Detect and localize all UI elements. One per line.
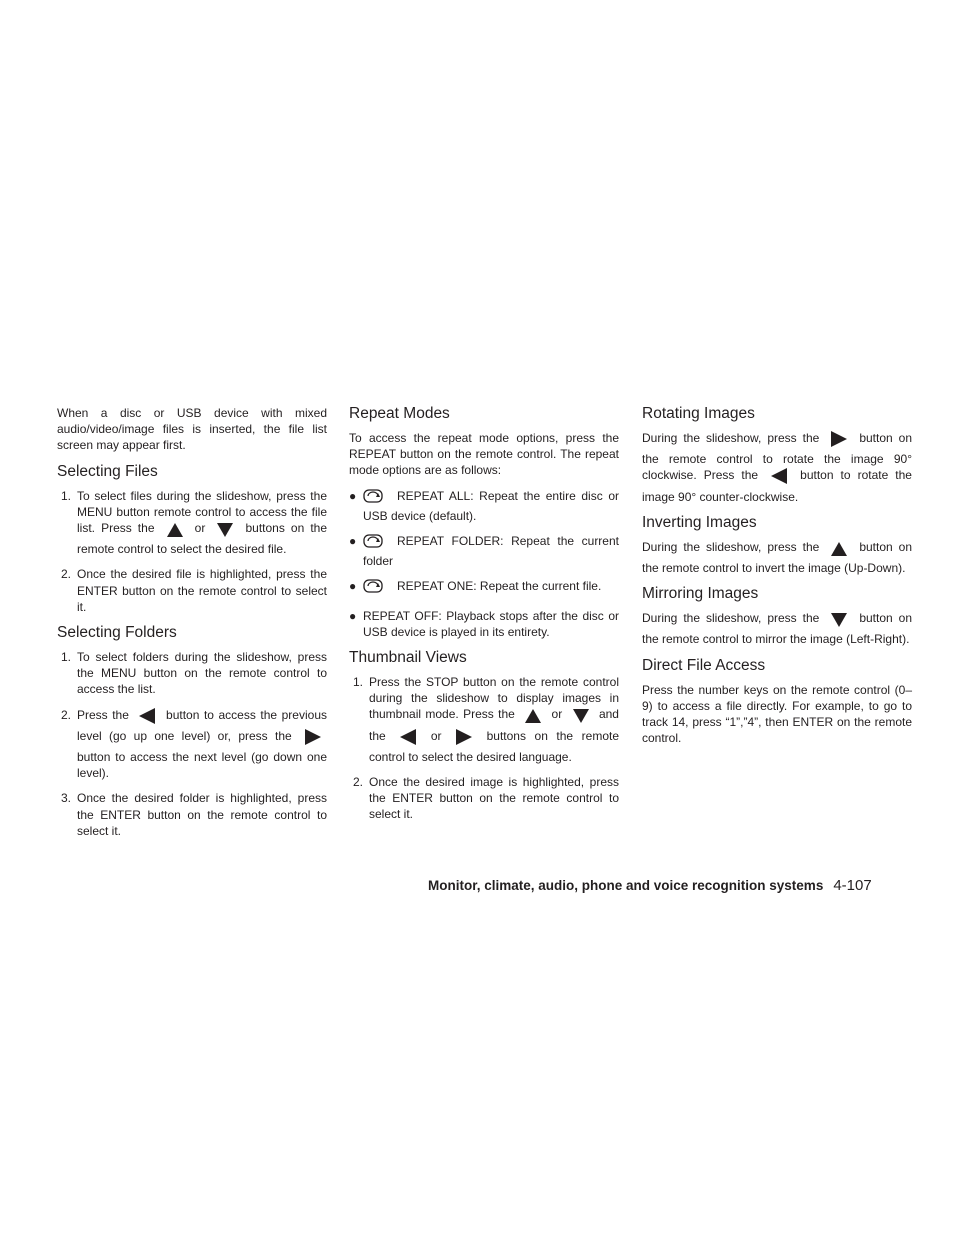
arrow-down-icon [573,709,589,727]
list-item: 1. To select folders during the slideshow, press the MENU button on the remote control to access the list. [61,650,327,697]
page-footer [428,877,928,895]
list-item: 2. Press the button to access the previous level (go up one level) or, press the button to access the next level (go down one level). [61,707,327,781]
intro-paragraph: When a disc or USB device with mixed audio/video/image files is inserted, the file list screen may appear first. [57,406,327,453]
direct-paragraph: Press the number keys on the remote control (0–9) to access a file directly. For example, to go to track 14, press “1”,”4”, then ENTER on the remote control. [642,682,912,746]
heading-rotating-images: Rotating Images [642,405,755,422]
rotating-paragraph: During the slideshow, press the button on the remote control to rotate the image 90° clockwise. Press the button to rotate the image 90° counter-clockwise. [642,431,913,504]
list-item: ● REPEAT OFF: Playback stops after the disc or USB device is played in its entirety. [349,608,619,639]
heading-thumbnail-views: Thumbnail Views [349,649,467,667]
arrow-down-icon [831,613,847,631]
arrow-up-icon [831,542,847,560]
list-item: 3. Once the desired folder is highlighted, press the ENTER button on the remote control to select it. [61,791,327,838]
list-item: 1. To select files during the slideshow, press the MENU button remote control to access the file list. Press the or buttons on the remote control to select the desired file. [61,488,328,557]
arrow-left-icon [400,729,416,749]
arrow-left-icon [771,468,787,488]
mirroring-paragraph: During the slideshow, press the button on the remote control to mirror the image (Left-Right). [642,611,913,647]
arrow-right-icon [456,729,472,749]
column-right [642,405,912,755]
heading-direct-file-access: Direct File Access [642,656,766,674]
repeat-folder-icon [363,533,383,553]
column-middle [349,405,619,832]
arrow-right-icon [305,729,321,749]
section-title: Monitor, climate, audio, phone and voice recognition systems [428,878,824,893]
list-item: ● REPEAT FOLDER: Repeat the current folder [349,534,619,569]
heading-selecting-folders: Selecting Folders [57,624,177,642]
heading-mirroring-images: Mirroring Images [642,585,759,603]
repeat-one-icon [363,578,383,598]
repeat-all-icon [363,488,383,508]
arrow-up-icon [167,523,183,541]
arrow-right-icon [831,431,847,451]
heading-selecting-files: Selecting Files [57,462,158,480]
arrow-left-icon [139,708,155,728]
list-item: ● REPEAT ALL: Repeat the entire disc or USB device (default). [349,488,619,523]
page-number: 4-107 [833,877,872,894]
list-item: 2. Once the desired image is highlighted, press the ENTER button on the remote control to select it. [353,775,619,822]
inverting-paragraph: During the slideshow, press the button on the remote control to invert the image (Up-Down). [642,539,913,576]
arrow-down-icon [217,523,233,541]
list-item: 2. Once the desired file is highlighted, press the ENTER button on the remote control to select it. [61,567,327,614]
arrow-up-icon [525,709,541,727]
heading-repeat-modes: Repeat Modes [349,405,450,422]
list-item: 1. Press the STOP button on the remote control during the slideshow to display images in thumbnail mode. Press the or and the or buttons on the remote control to select the desired language. [353,675,620,764]
repeat-intro: To access the repeat mode options, press the REPEAT button on the remote control. The repeat mode options are as follows: [349,431,619,478]
list-item: ● REPEAT ONE: Repeat the current file. [349,578,619,598]
column-left [57,405,327,848]
heading-inverting-images: Inverting Images [642,513,757,531]
